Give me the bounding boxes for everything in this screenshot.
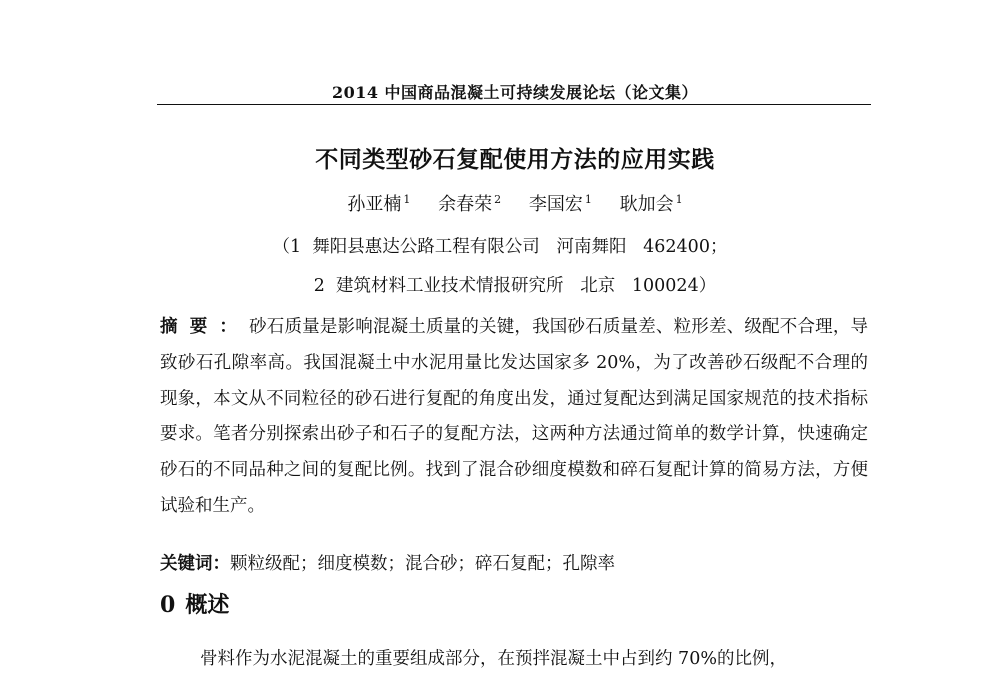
keywords — [160, 546, 870, 582]
abstract-label: 摘要： — [160, 317, 250, 337]
running-head: 2014 中国商品混凝土可持续发展论坛（论文集） — [331, 83, 699, 102]
section-heading — [160, 588, 229, 619]
keywords-text: 颗粒级配；细度模数；混合砂；碎石复配；孔隙率 — [230, 554, 615, 574]
author — [529, 194, 592, 215]
body-paragraph: 骨料作为水泥混凝土的重要组成部分，在预拌混凝土中占到约 70%的比例， — [200, 649, 787, 669]
abstract-text: 砂石质量是影响混凝土质量的关键，我国砂石质量差、粒形差、级配不合理，导致砂石孔隙率高。我国混凝土中水泥用量比发达国家多 20%，为了改善砂石级配不合理的现象，本文从不同粒径的砂石进行复配的角度出发，通过复配达到满足国家规范的技术指标要求。笔者分别探索出砂子和石子的复配方法，这两种方法通过简单的数学计算，快速确定砂石的不同品种之间的复配比例。找到了混合砂细度模数和碎石复配计算的简易方法，方便试验和生产。 — [160, 317, 869, 516]
author-name: 李国宏 — [528, 194, 583, 215]
author-affiliation-mark: 1 — [675, 193, 683, 206]
header-rule — [157, 104, 871, 105]
section-number: 0 — [160, 592, 176, 618]
author-affiliation-mark: 1 — [584, 193, 592, 206]
author-affiliation-mark: 2 — [494, 193, 502, 206]
author — [438, 194, 501, 215]
author — [620, 194, 683, 215]
author-name: 耿加会 — [619, 194, 674, 215]
author-affiliation-mark: 1 — [403, 193, 411, 206]
affiliation-1: （1 舞阳县惠达公路工程有限公司 河南舞阳 462400； — [272, 237, 728, 257]
keywords-label: 关键词： — [160, 554, 230, 574]
author-list — [160, 190, 870, 216]
affiliation-2: 2 建筑材料工业技术情报研究所 北京 100024） — [313, 276, 717, 296]
author-name: 孙亚楠 — [347, 194, 402, 215]
abstract — [160, 310, 868, 525]
author-name: 余春荣 — [438, 194, 493, 215]
section-title: 概述 — [185, 592, 230, 618]
paper-title: 不同类型砂石复配使用方法的应用实践 — [315, 146, 715, 173]
author — [347, 194, 410, 215]
